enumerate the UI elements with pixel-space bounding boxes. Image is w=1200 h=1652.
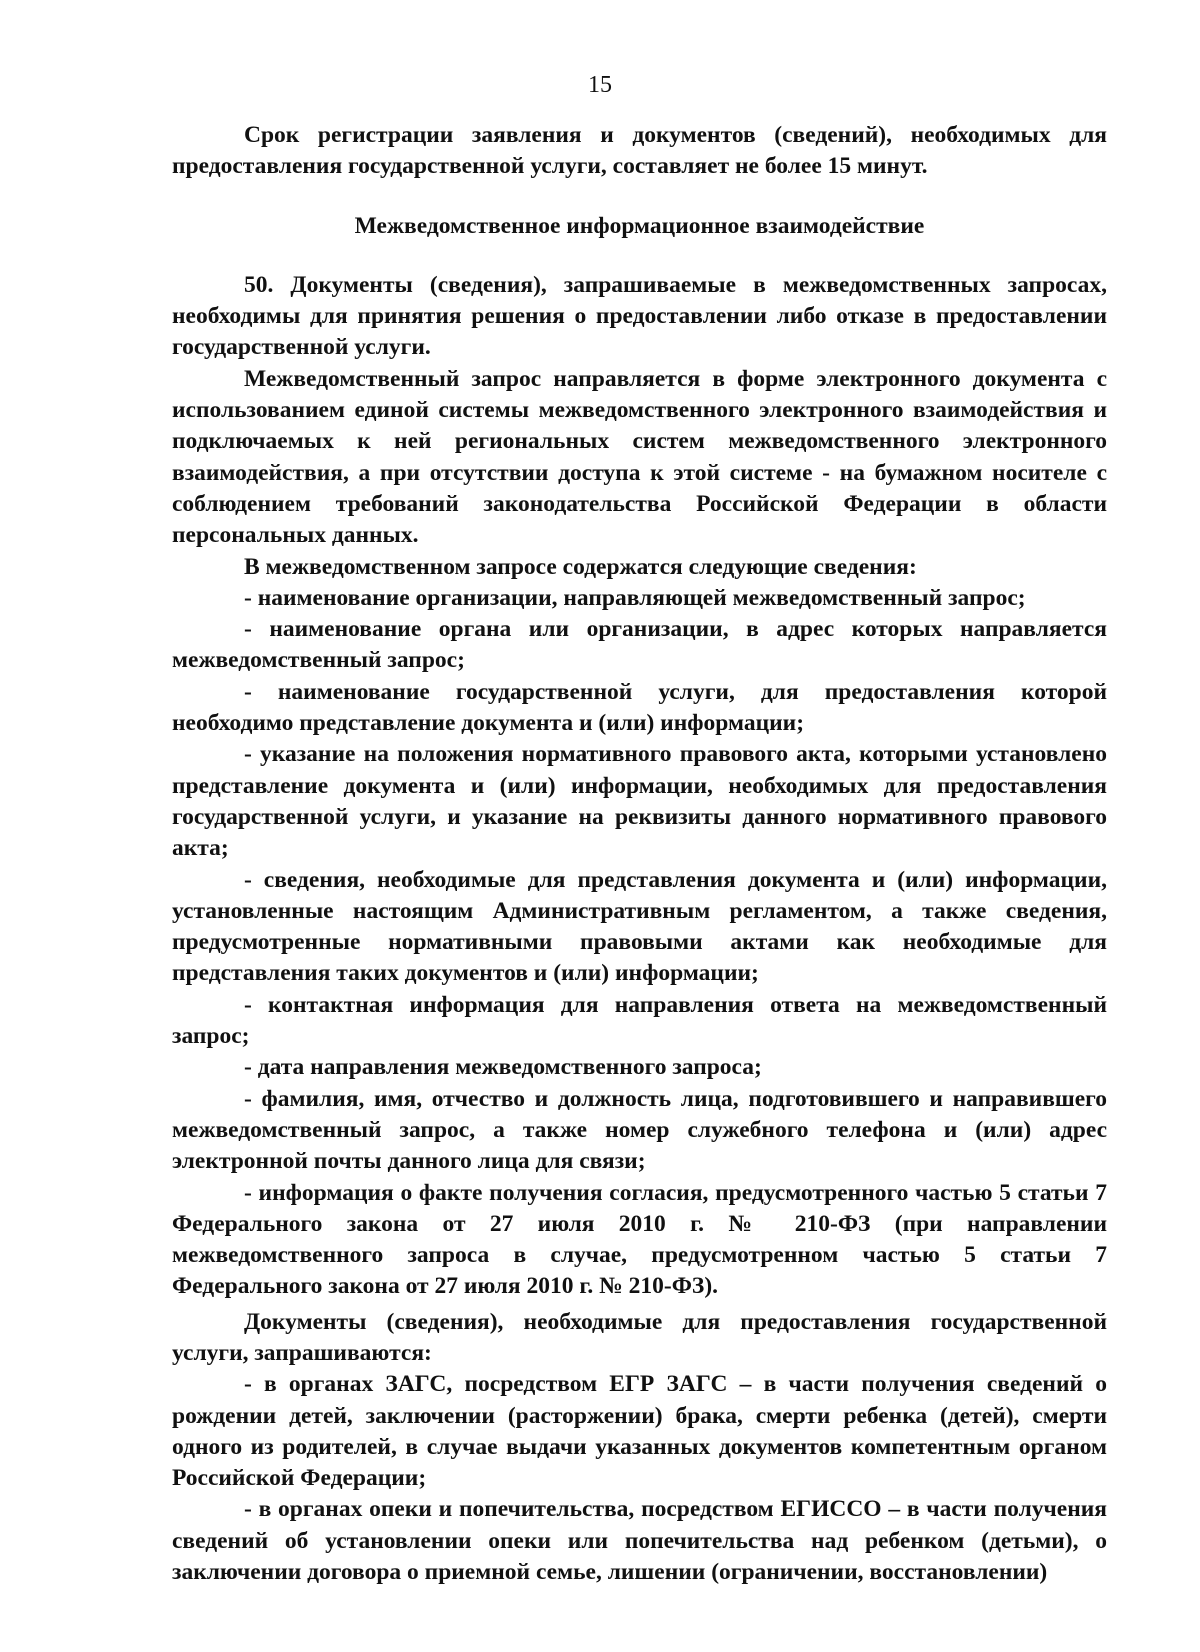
list-item-consent-information: - информация о факте получения согласия, предусмотренного частью 5 статьи 7 Федерального закона от 27 июля 2010 г. № 210-ФЗ (при направлении межведомственного запроса в случае, предусмотренном частью 5 статьи 7 Федерального закона от 27 июля 2010 г. № 210-ФЗ). [172, 1179, 1107, 1300]
list-item-zags: - в органах ЗАГС, посредством ЕГР ЗАГС – в части получения сведений о рождении детей, заключении (расторжении) брака, смерти ребенка (детей), смерти одного из родителей, в случае выдачи указанных документов компетентным органом Российской Федерации; [172, 1371, 1107, 1492]
list-item-responsible-person: - фамилия, имя, отчество и должность лица, подготовившего и направившего межведомственный запрос, а также номер служебного телефона и (или) адрес электронной почты данного лица для связи; [172, 1085, 1107, 1175]
document-body [172, 120, 1107, 1588]
list-item-required-information: - сведения, необходимые для представления документа и (или) информации, установленные настоящим Административным регламентом, а также сведения, предусмотренные нормативными правовыми актами как необходимые для представления таких документов и (или) информации; [172, 866, 1107, 987]
paragraph-request-contents-intro: В межведомственном запросе содержатся следующие сведения: [244, 553, 917, 580]
paragraph-registration-term: Срок регистрации заявления и документов (сведений), необходимых для предоставления государственной услуги, составляет не более 15 минут. [172, 122, 1107, 180]
list-item-contact-information: - контактная информация для направления ответа на межведомственный запрос; [172, 991, 1107, 1050]
page-number: 15 [588, 72, 612, 98]
list-item-recipient-organization: - наименование органа или организации, в адрес которых направляется межведомственный запрос; [172, 616, 1107, 674]
paragraph-interagency-request-form: Межведомственный запрос направляется в форме электронного документа с использованием единой системы межведомственного электронного взаимодействия и подключаемых к ней региональных систем межведомственного электронного взаимодействия, а при отсутствии доступа к этой системе - на бумажном носителе с соблюдением требований законодательства Российской Федерации в области персональных данных. [172, 365, 1107, 549]
paragraph-50: 50. Документы (сведения), запрашиваемые в межведомственных запросах, необходимы для принятия решения о предоставлении либо отказе в предоставлении государственной услуги. [172, 271, 1107, 361]
list-item-requesting-organization: - наименование организации, направляющей межведомственный запрос; [244, 584, 1026, 611]
list-item-request-date: - дата направления межведомственного запроса; [244, 1054, 762, 1081]
list-item-service-name: - наименование государственной услуги, для предоставления которой необходимо представление документа и (или) информации; [172, 678, 1107, 737]
section-heading: Межведомственное информационное взаимодействие [354, 212, 925, 239]
list-item-guardianship: - в органах опеки и попечительства, посредством ЕГИССО – в части получения сведений об установлении опеки или попечительства над ребенком (детьми), о заключении договора о приемной семье, лишении (ограничении, восстановлении) [172, 1496, 1107, 1586]
list-item-legal-act-reference: - указание на положения нормативного правового акта, которыми установлено представление документа и (или) информации, необходимых для предоставления государственной услуги, и указание на реквизиты данного нормативного правового акта; [172, 741, 1107, 862]
paragraph-documents-requested: Документы (сведения), необходимые для предоставления государственной услуги, запрашиваются: [172, 1308, 1107, 1366]
